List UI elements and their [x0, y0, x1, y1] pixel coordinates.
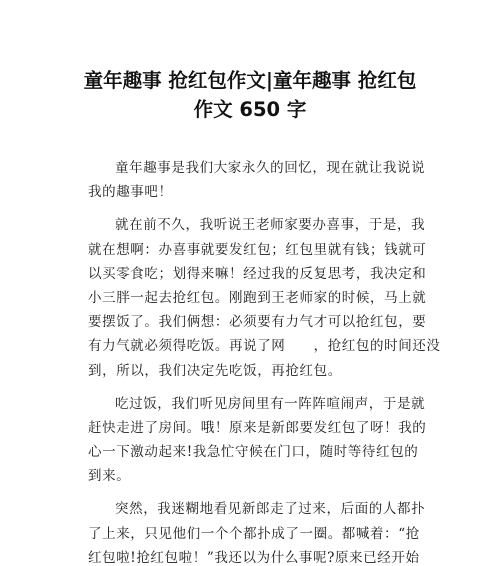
title-line: 童年趣事 抢红包作文|童年趣事 抢红包	[83, 69, 417, 92]
paragraph	[88, 392, 428, 489]
text-line: 有力气就必须得吃饭。再说了网 ，抢红包的时间还没	[88, 338, 441, 355]
title-line: 作文 650 字	[193, 98, 307, 121]
text-line: 就在想啊：办喜事就要发红包；红包里就有钱；钱就可	[88, 241, 427, 258]
text-line: 吃过饭，我们听见房间里有一阵阵喧闹声，于是就	[115, 395, 426, 412]
text-line: 红包啦!抢红包啦！”我还以为什么事呢?原来已经开始	[88, 549, 420, 566]
text-line: 心一下激动起来!我急忙守候在门口，随时等待红包的	[88, 444, 419, 461]
paragraph	[88, 497, 428, 566]
text-line: 童年趣事是我们大家永久的回忆，现在就让我说说	[115, 160, 426, 176]
text-line: 要摆饭了。我们俩想：必须要有力气才可以抢红包，要	[88, 314, 427, 331]
document-body	[88, 156, 441, 566]
text-line: 以买零食吃；划得来嘛！经过我的反复思考，我决定和	[88, 265, 427, 282]
text-line: 到，所以，我们决定先吃饭，再抢红包。	[88, 362, 342, 379]
text-line: 赶快走进了房间。哦！原来是新郎要发红包了呀！我的	[88, 419, 427, 436]
text-line: 就在前不久，我听说王老师家要办喜事，于是，我	[115, 217, 426, 234]
paragraph	[88, 156, 428, 204]
text-line: 了上来，只见他们一个个都扑成了一圈。都喊着：“抢	[88, 525, 420, 542]
document-title	[60, 66, 440, 124]
text-line: 突然，我迷糊地看见新郎走了过来，后面的人都扑	[115, 501, 426, 518]
text-line: 小三胖一起去抢红包。刚跑到王老师家的时候，马上就	[88, 289, 427, 306]
paragraph	[88, 213, 441, 382]
text-line: 到来。	[88, 468, 131, 485]
text-line: 我的趣事吧！	[88, 184, 173, 201]
